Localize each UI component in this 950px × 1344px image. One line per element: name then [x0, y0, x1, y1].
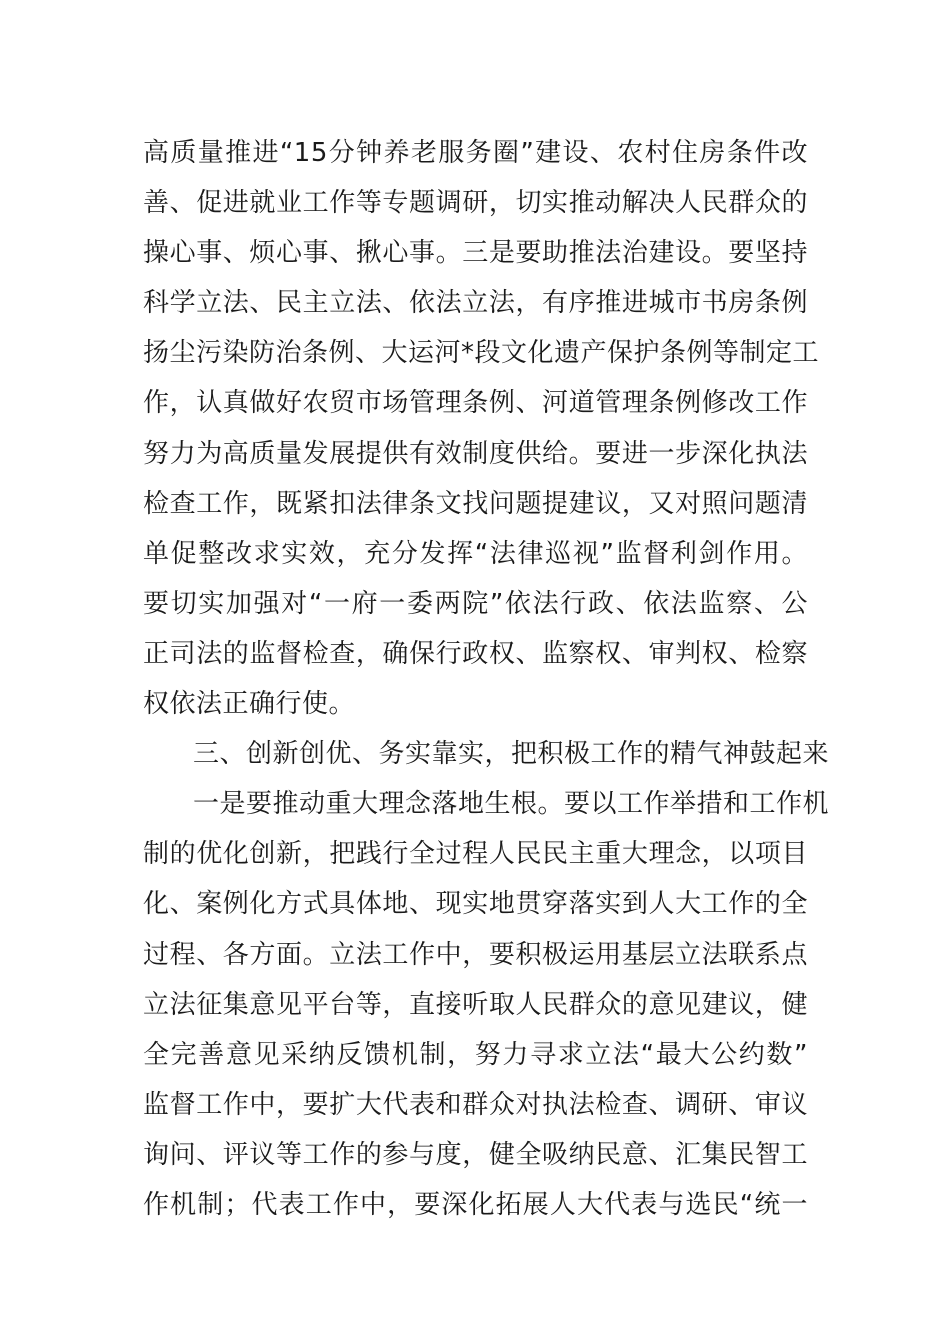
paragraph-line: 化、案例化方式具体地、现实地贯穿落实到人大工作的全: [143, 889, 808, 920]
paragraph-line: 善、促进就业工作等专题调研，切实推动解决人民群众的: [143, 188, 808, 219]
paragraph-line: 要切实加强对“一府一委两院”依法行政、依法监察、公: [143, 588, 808, 619]
paragraph-1: [143, 128, 820, 729]
paragraph-line: 作，认真做好农贸市场管理条例、河道管理条例修改工作: [143, 388, 808, 419]
paragraph-line: 一是要推动重大理念落地生根。要以工作举措和工作机: [193, 789, 830, 820]
paragraph-line: 询问、评议等工作的参与度，健全吸纳民意、汇集民智工: [143, 1139, 808, 1170]
paragraph-line: 高质量推进“15分钟养老服务圈”建设、农村住房条件改: [143, 138, 808, 168]
paragraph-line: 全完善意见采纳反馈机制，努力寻求立法“最大公约数”: [143, 1039, 808, 1070]
section-heading-3: 三、创新创优、务实靠实，把积极工作的精气神鼓起来: [193, 739, 830, 770]
paragraph-line: 制的优化创新，把践行全过程人民民主重大理念，以项目: [143, 839, 808, 870]
paragraph-line: 立法征集意见平台等，直接听取人民群众的意见建议，健: [143, 989, 808, 1020]
paragraph-line: 单促整改求实效，充分发挥“法律巡视”监督利剑作用。: [143, 538, 808, 569]
paragraph-line: 努力为高质量发展提供有效制度供给。要进一步深化执法: [143, 438, 808, 469]
document-body: [143, 128, 830, 1230]
paragraph-line: 作机制；代表工作中，要深化拓展人大代表与选民“统一: [143, 1189, 808, 1220]
paragraph-line: 过程、各方面。立法工作中，要积极运用基层立法联系点: [143, 939, 808, 970]
paragraph-line: 正司法的监督检查，确保行政权、监察权、审判权、检察: [143, 638, 808, 669]
paragraph-line: 操心事、烦心事、揪心事。三是要助推法治建设。要坚持: [143, 238, 808, 269]
paragraph-line: 监督工作中，要扩大代表和群众对执法检查、调研、审议: [143, 1089, 808, 1120]
paragraph-line: 权依法正确行使。: [143, 689, 356, 720]
paragraph-line: 检查工作，既紧扣法律条文找问题提建议，又对照问题清: [143, 488, 808, 519]
paragraph-line: 科学立法、民主立法、依法立法，有序推进城市书房条例: [143, 288, 808, 319]
paragraph-line: 扬尘污染防治条例、大运河*段文化遗产保护条例等制定工: [143, 338, 820, 369]
paragraph-2: [143, 779, 830, 1230]
